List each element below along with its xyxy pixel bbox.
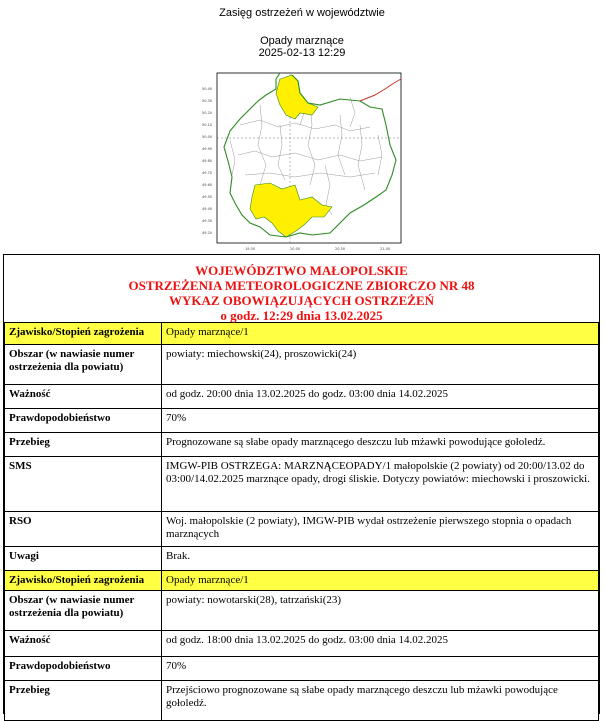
row-value: Prognozowane są słabe opady marznącego deszczu lub mżawki powodujące gołoledź. [162, 433, 599, 457]
heading-line: WOJEWÓDZTWO MAŁOPOLSKIE [195, 263, 408, 278]
lat-tick: 49.50 [202, 195, 213, 199]
row-label: Zjawisko/Stopień zagrożenia [5, 323, 162, 345]
row-value: IMGW-PIB OSTRZEGA: MARZNĄCEOPADY/1 małopolskie (2 powiaty) od 20:00/13.02 do 03:00/14.02.2025 marznące opady, drogi śliskie. Dotyczy powiatów: miechowski i proszowicki. [162, 457, 599, 512]
table-row [5, 345, 599, 385]
lat-ticks [202, 87, 212, 235]
document-heading [4, 255, 599, 322]
page-title: Zasięg ostrzeżeń w województwie [219, 7, 385, 19]
lat-tick: 50.40 [202, 87, 213, 91]
table-row [5, 631, 599, 657]
lat-tick: 49.30 [202, 219, 213, 223]
row-label: SMS [5, 457, 162, 512]
warning-map [200, 65, 408, 255]
heading-line: o godz. 12:29 dnia 13.02.2025 [220, 308, 383, 323]
row-value: Przejściowo prognozowane są słabe opady marznącego deszczu lub mżawki powodujące gołoledź. [162, 681, 599, 721]
row-label: Ważność [5, 631, 162, 657]
lat-tick: 50.20 [202, 111, 213, 115]
row-label: Zjawisko/Stopień zagrożenia [5, 571, 162, 591]
row-label: Ważność [5, 385, 162, 409]
lon-tick: 21.00 [380, 247, 391, 251]
table-row [5, 385, 599, 409]
lat-tick: 49.80 [202, 159, 213, 163]
row-label: RSO [5, 512, 162, 547]
row-value: Opady marznące/1 [162, 571, 599, 591]
table-row [5, 657, 599, 681]
heading-line: WYKAZ OBOWIĄZUJĄCYCH OSTRZEŻEŃ [168, 293, 435, 308]
lon-tick: 20.50 [335, 247, 346, 251]
lat-tick: 50.10 [202, 123, 213, 127]
row-value: Brak. [162, 547, 599, 571]
row-label: Obszar (w nawiasie numer ostrzeżenia dla powiatu) [5, 591, 162, 631]
row-label: Prawdopodobieństwo [5, 657, 162, 681]
lat-tick: 49.70 [202, 171, 213, 175]
row-value: Woj. małopolskie (2 powiaty), IMGW-PIB wydał ostrzeżenie pierwszego stopnia o opadach marznących [162, 512, 599, 547]
table-row [5, 571, 599, 591]
table-row [5, 433, 599, 457]
warning-document [3, 254, 600, 714]
row-value: powiaty: miechowski(24), proszowicki(24) [162, 345, 599, 385]
table-row [5, 547, 599, 571]
lon-ticks [245, 247, 390, 251]
lat-tick: 49.40 [202, 207, 213, 211]
table-row [5, 457, 599, 512]
map-subtitle: Opady marznące [260, 35, 344, 47]
lon-tick: 19.50 [245, 247, 256, 251]
lat-tick: 49.90 [202, 147, 213, 151]
heading-line: OSTRZEŻENIA METEOROLOGICZNE ZBIORCZO NR 48 [128, 278, 475, 293]
row-label: Obszar (w nawiasie numer ostrzeżenia dla powiatu) [5, 345, 162, 385]
row-value: 70% [162, 657, 599, 681]
row-label: Prawdopodobieństwo [5, 409, 162, 433]
row-value: powiaty: nowotarski(28), tatrzański(23) [162, 591, 599, 631]
row-label: Uwagi [5, 547, 162, 571]
table-row [5, 409, 599, 433]
map-graphic [200, 65, 408, 255]
row-value: od godz. 18:00 dnia 13.02.2025 do godz. 03:00 dnia 14.02.2025 [162, 631, 599, 657]
lat-tick: 49.20 [202, 231, 213, 235]
lat-tick: 49.60 [202, 183, 213, 187]
warnings-table [4, 322, 599, 721]
row-label: Przebieg [5, 433, 162, 457]
table-row [5, 681, 599, 721]
row-value: Opady marznące/1 [162, 323, 599, 345]
row-value: 70% [162, 409, 599, 433]
table-row [5, 323, 599, 345]
table-row [5, 512, 599, 547]
lat-tick: 50.30 [202, 99, 213, 103]
row-value: od godz. 20:00 dnia 13.02.2025 do godz. 03:00 dnia 14.02.2025 [162, 385, 599, 409]
map-date: 2025-02-13 12:29 [258, 47, 346, 59]
lon-tick: 20.00 [290, 247, 301, 251]
lat-tick: 50.00 [202, 135, 213, 139]
row-label: Przebieg [5, 681, 162, 721]
table-row [5, 591, 599, 631]
